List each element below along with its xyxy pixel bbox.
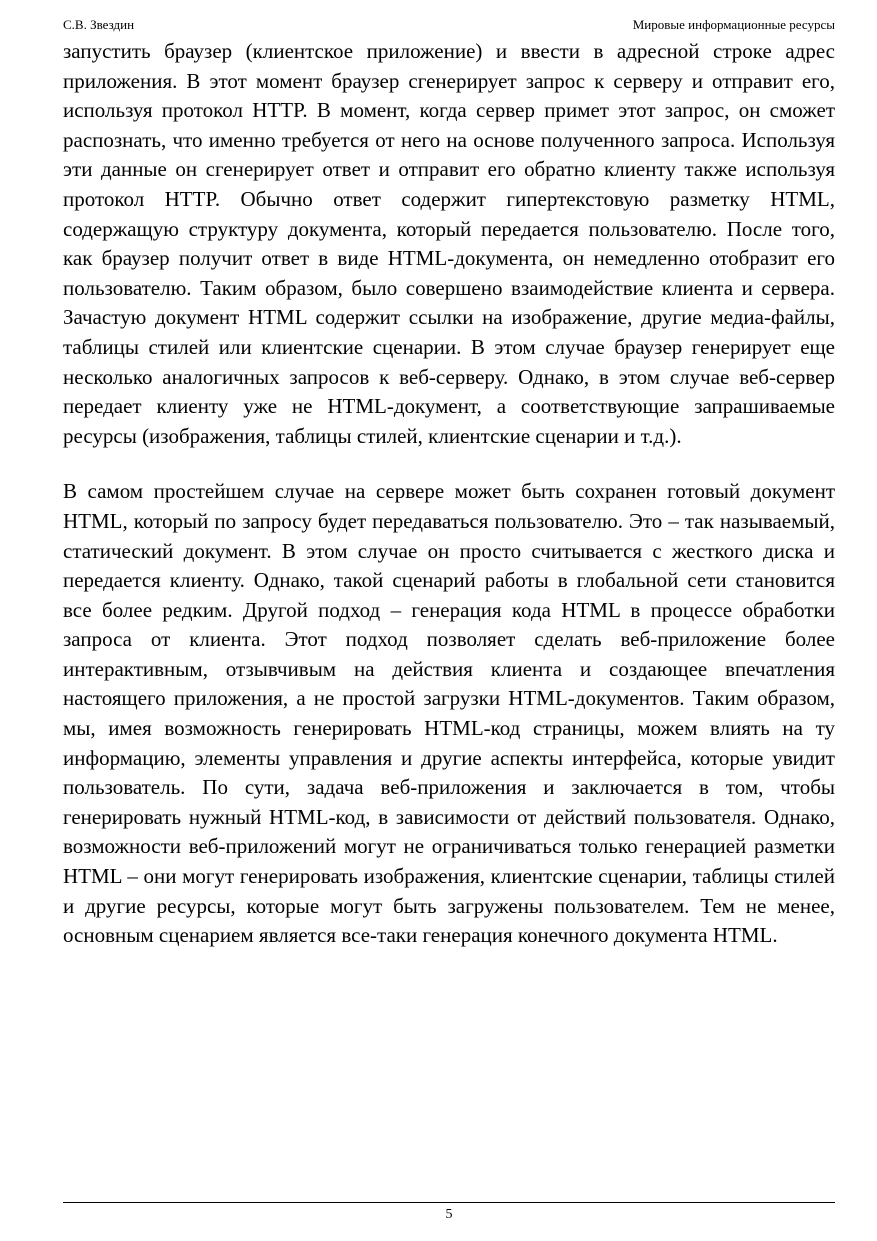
- paragraph: В самом простейшем случае на сервере может быть сохранен готовый документ HTML, который по запросу будет передаваться пользователю. Это – так называемый, статический документ. В этом случае он просто считывается с жесткого диска и передается клиенту. Однако, такой сценарий работы в глобальной сети становится все более редким. Другой подход – генерация кода HTML в процессе обработки запроса от клиента. Этот подход позволяет сделать веб-приложение более интерактивным, отзывчивым на действия клиента и создающее впечатления настоящего приложения, а не простой загрузки HTML-документов. Таким образом, мы, имея возможность генерировать HTML-код страницы, можем влиять на ту информацию, элементы управления и другие аспекты интерфейса, которые увидит пользователь. По сути, задача веб-приложения и заключается в том, чтобы генерировать нужный HTML-код, в зависимости от действий пользователя. Однако, возможности веб-приложений могут не ограничиваться только генерацией разметки HTML – они могут генерировать изображения, клиентские сценарии, таблицы стилей и другие ресурсы, которые могут быть загружены пользователем. Тем не менее, основным сценарием является все-таки генерация конечного документа HTML.: [63, 479, 835, 948]
- page-number: 5: [445, 1207, 453, 1222]
- page-body: [63, 37, 835, 951]
- footer-divider: [63, 1202, 835, 1203]
- header-author: С.В. Звездин: [63, 17, 135, 32]
- running-header: [63, 16, 835, 34]
- header-title: Мировые информационные ресурсы: [632, 17, 835, 32]
- paragraph: запустить браузер (клиентское приложение) и ввести в адресной строке адрес приложения. В этот момент браузер сгенерирует запрос к серверу и отправит его, используя протокол HTTP. В момент, когда сервер примет этот запрос, он сможет распознать, что именно требуется от него на основе полученного запроса. Используя эти данные он сгенерирует ответ и отправит его обратно клиенту также используя протокол HTTP. Обычно ответ содержит гипертекстовую разметку HTML, содержащую структуру документа, который передается пользователю. После того, как браузер получит ответ в виде HTML-документа, он немедленно отобразит его пользователю. Таким образом, было совершено взаимодействие клиента и сервера. Зачастую документ HTML содержит ссылки на изображение, другие медиа-файлы, таблицы стилей или клиентские сценарии. В этом случае браузер генерирует еще несколько аналогичных запросов к веб-серверу. Однако, в этом случае веб-сервер передает клиенту уже не HTML-документ, а соответствующие запрашиваемые ресурсы (изображения, таблицы стилей, клиентские сценарии и т.д.).: [63, 39, 835, 448]
